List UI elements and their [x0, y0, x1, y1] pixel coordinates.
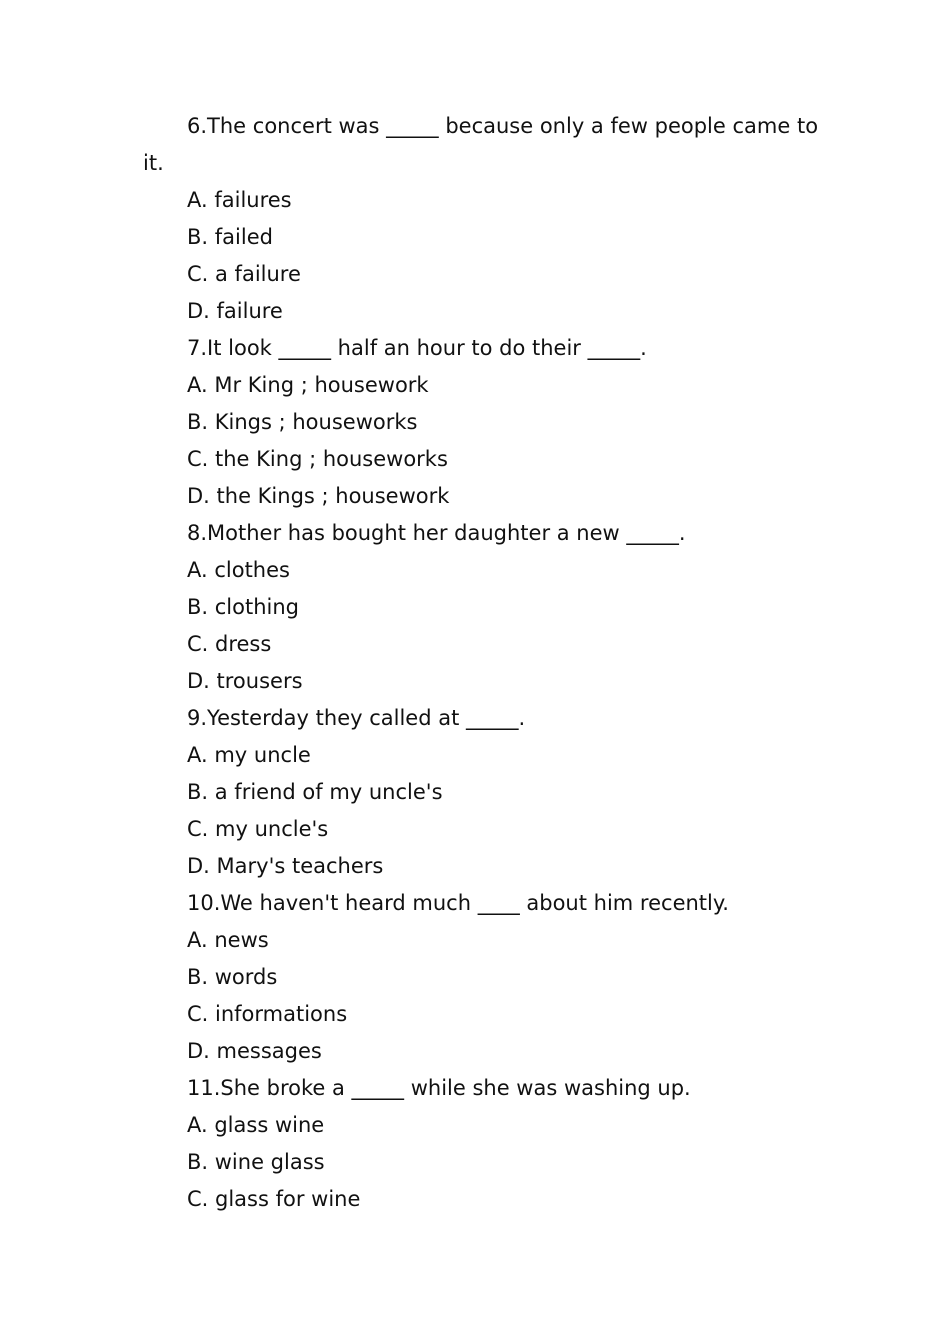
option-a: A. clothes — [187, 558, 290, 582]
option-a: A. failures — [187, 188, 292, 212]
question-stem: 8.Mother has bought her daughter a new _____. — [187, 521, 686, 545]
option-d: D. failure — [187, 299, 283, 323]
option-c: C. dress — [187, 632, 272, 656]
option-b: B. failed — [187, 225, 273, 249]
option-d: D. the Kings ; housework — [187, 484, 450, 508]
question-stem: 10.We haven't heard much ____ about him recently. — [187, 891, 729, 915]
option-b: B. a friend of my uncle's — [187, 780, 443, 804]
option-a: A. my uncle — [187, 743, 311, 767]
option-b: B. words — [187, 965, 278, 989]
option-d: D. messages — [187, 1039, 322, 1063]
option-b: B. clothing — [187, 595, 300, 619]
option-a: A. glass wine — [187, 1113, 325, 1137]
option-c: C. the King ; houseworks — [187, 447, 448, 471]
option-b: B. wine glass — [187, 1150, 325, 1174]
question-stem: 7.It look _____ half an hour to do their _____. — [187, 336, 647, 360]
option-a: A. news — [187, 928, 269, 952]
question-stem-continuation: it. — [143, 151, 164, 175]
option-b: B. Kings ; houseworks — [187, 410, 418, 434]
question-stem: 9.Yesterday they called at _____. — [187, 706, 526, 730]
option-a: A. Mr King ; housework — [187, 373, 429, 397]
option-d: D. Mary's teachers — [187, 854, 384, 878]
option-c: C. a failure — [187, 262, 301, 286]
question-list — [143, 108, 823, 1218]
option-c: C. informations — [187, 1002, 348, 1026]
option-d: D. trousers — [187, 669, 303, 693]
option-c: C. glass for wine — [187, 1187, 361, 1211]
option-c: C. my uncle's — [187, 817, 329, 841]
question-stem: 6.The concert was _____ because only a few people came to — [187, 114, 819, 138]
question-stem: 11.She broke a _____ while she was washing up. — [187, 1076, 691, 1100]
